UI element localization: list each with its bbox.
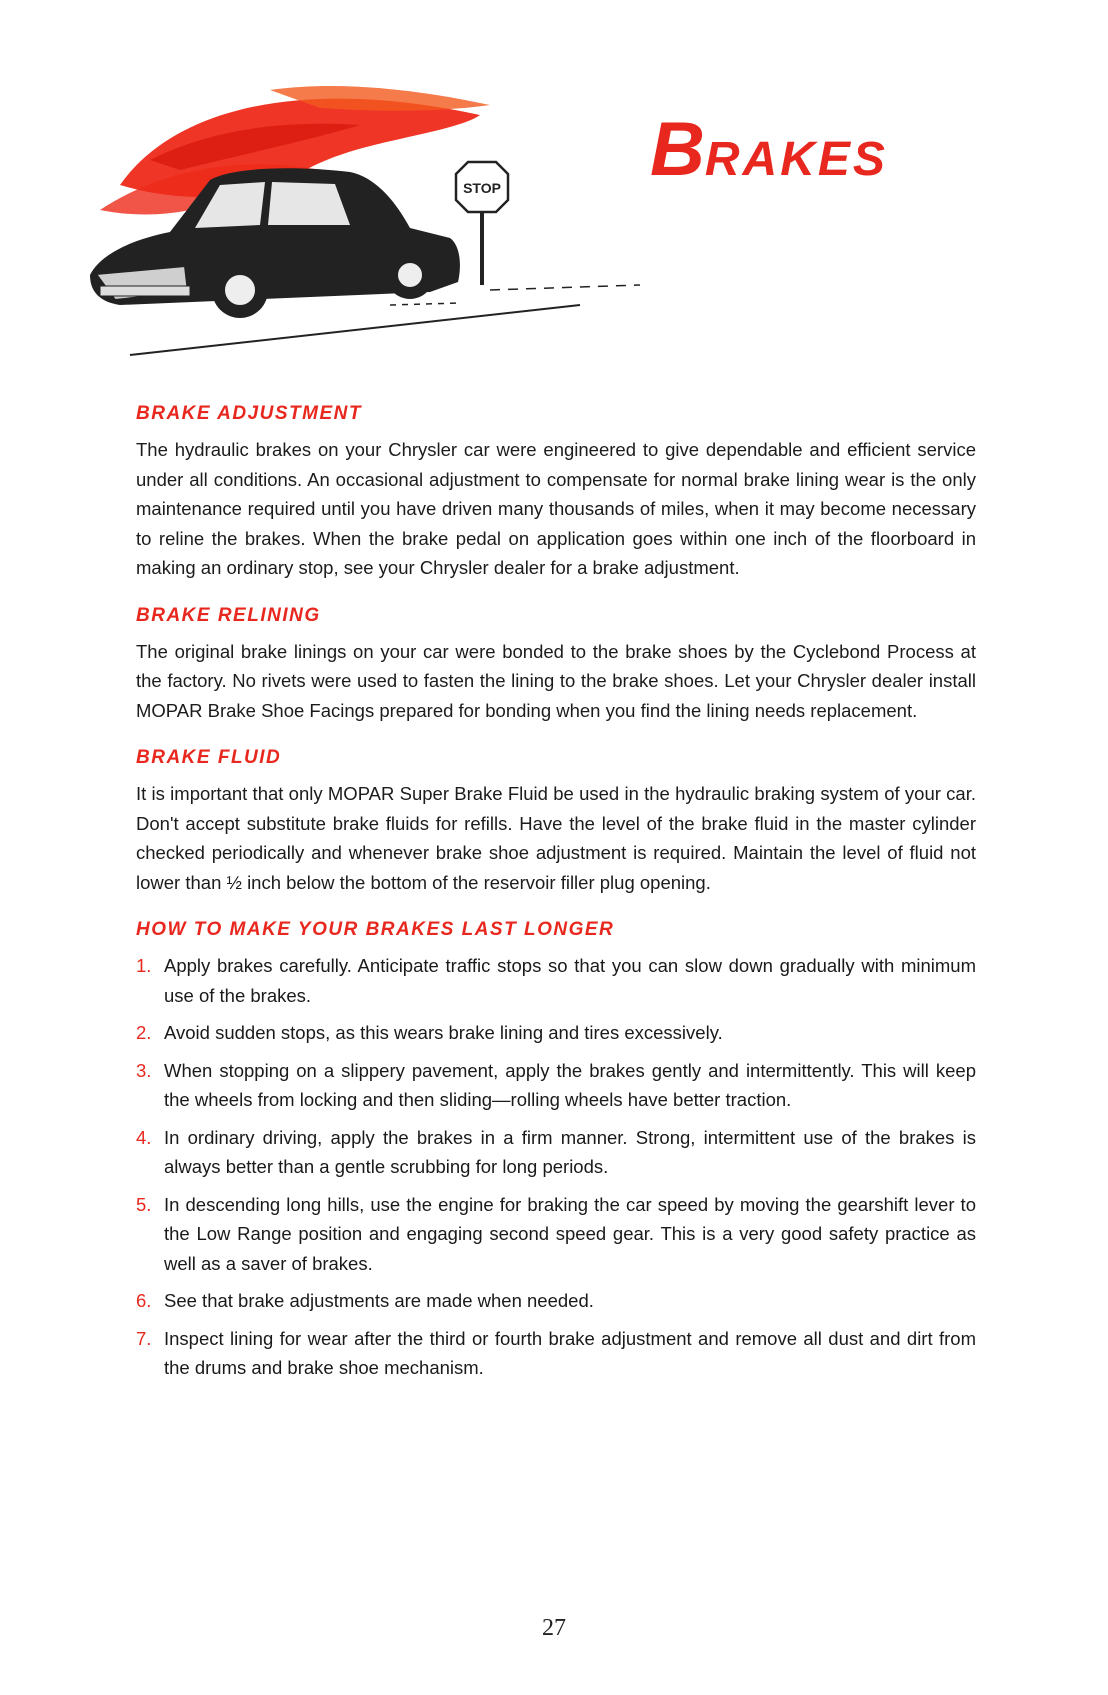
section-brake-relining (136, 605, 976, 726)
list-item-text: See that brake adjustments are made when needed. (164, 1290, 594, 1311)
page-title-initial: B (650, 107, 705, 192)
section-brake-tips (136, 919, 976, 1383)
list-item-text: In descending long hills, use the engine for braking the car speed by moving the gearshift lever to the Low Range position and engaging second speed gear. This is a very good safety practice as well as a saver of brakes. (164, 1193, 976, 1274)
section-brake-fluid (136, 747, 976, 897)
list-item-text: In ordinary driving, apply the brakes in a firm manner. Strong, intermittent use of the brakes is always better than a gentle scrubbing for long periods. (164, 1126, 976, 1177)
stop-sign-text: STOP (463, 180, 501, 196)
section-body: The hydraulic brakes on your Chrysler car were engineered to give dependable and efficient service under all conditions. An occasional adjustment to compensate for normal brake lining wear is the only maintenance required until you have driven many thousands of miles, when it may become necessary to reline the brakes. When the brake pedal on application goes within one inch of the floorboard in making an ordinary stop, see your Chrysler dealer for a brake adjustment. (136, 439, 976, 578)
stop-sign (456, 162, 508, 285)
list-item-text: Apply brakes carefully. Anticipate traffic stops so that you can slow down gradually with minimum use of the brakes. (164, 955, 976, 1006)
list-item-number: 5. (136, 1193, 152, 1215)
list-item (136, 1286, 976, 1316)
page-content (136, 403, 976, 1405)
tips-list (136, 951, 976, 1383)
list-item (136, 1056, 976, 1115)
section-heading: BRAKE ADJUSTMENT (136, 403, 362, 424)
list-item-number: 7. (136, 1327, 152, 1349)
list-item (136, 1324, 976, 1383)
list-item (136, 1190, 976, 1279)
car-stop-sign-illustration (60, 60, 720, 380)
list-item-text: Avoid sudden stops, as this wears brake lining and tires excessively. (164, 1022, 723, 1043)
list-item-number: 6. (136, 1290, 152, 1311)
list-item-number: 3. (136, 1059, 152, 1081)
section-body: The original brake linings on your car were bonded to the brake shoes by the Cyclebond Process at the factory. No rivets were used to fasten the lining to the brake shoes. Let your Chrysler dealer install MOPAR Brake Shoe Facings prepared for bonding when you find the lining needs replacement. (136, 640, 976, 721)
list-item-number: 4. (136, 1126, 152, 1148)
page-number: 27 (542, 1615, 566, 1641)
list-item-number: 1. (136, 955, 152, 976)
page-title (650, 107, 888, 192)
section-body: It is important that only MOPAR Super Brake Fluid be used in the hydraulic braking system of your car. Don't accept substitute brake fluids for refills. Have the level of the brake fluid in the master cylinder checked periodically and whenever brake shoe adjustment is required. Maintain the level of fluid not lower than ½ inch below the bottom of the reservoir filler plug opening. (136, 783, 976, 893)
list-item-text: Inspect lining for wear after the third or fourth brake adjustment and remove all dust and dirt from the drums and brake shoe mechanism. (164, 1327, 976, 1378)
section-heading: HOW TO MAKE YOUR BRAKES LAST LONGER (136, 919, 615, 940)
page-title-rest: RAKES (704, 133, 888, 186)
list-item (136, 951, 976, 1010)
list-item (136, 1018, 976, 1048)
list-item-number: 2. (136, 1022, 152, 1043)
section-heading: BRAKE FLUID (136, 747, 282, 768)
list-item (136, 1123, 976, 1182)
section-brake-adjustment (136, 403, 976, 583)
section-heading: BRAKE RELINING (136, 604, 321, 626)
list-item-text: When stopping on a slippery pavement, apply the brakes gently and intermittently. This will keep the wheels from locking and then sliding—rolling wheels have better traction. (164, 1059, 976, 1110)
